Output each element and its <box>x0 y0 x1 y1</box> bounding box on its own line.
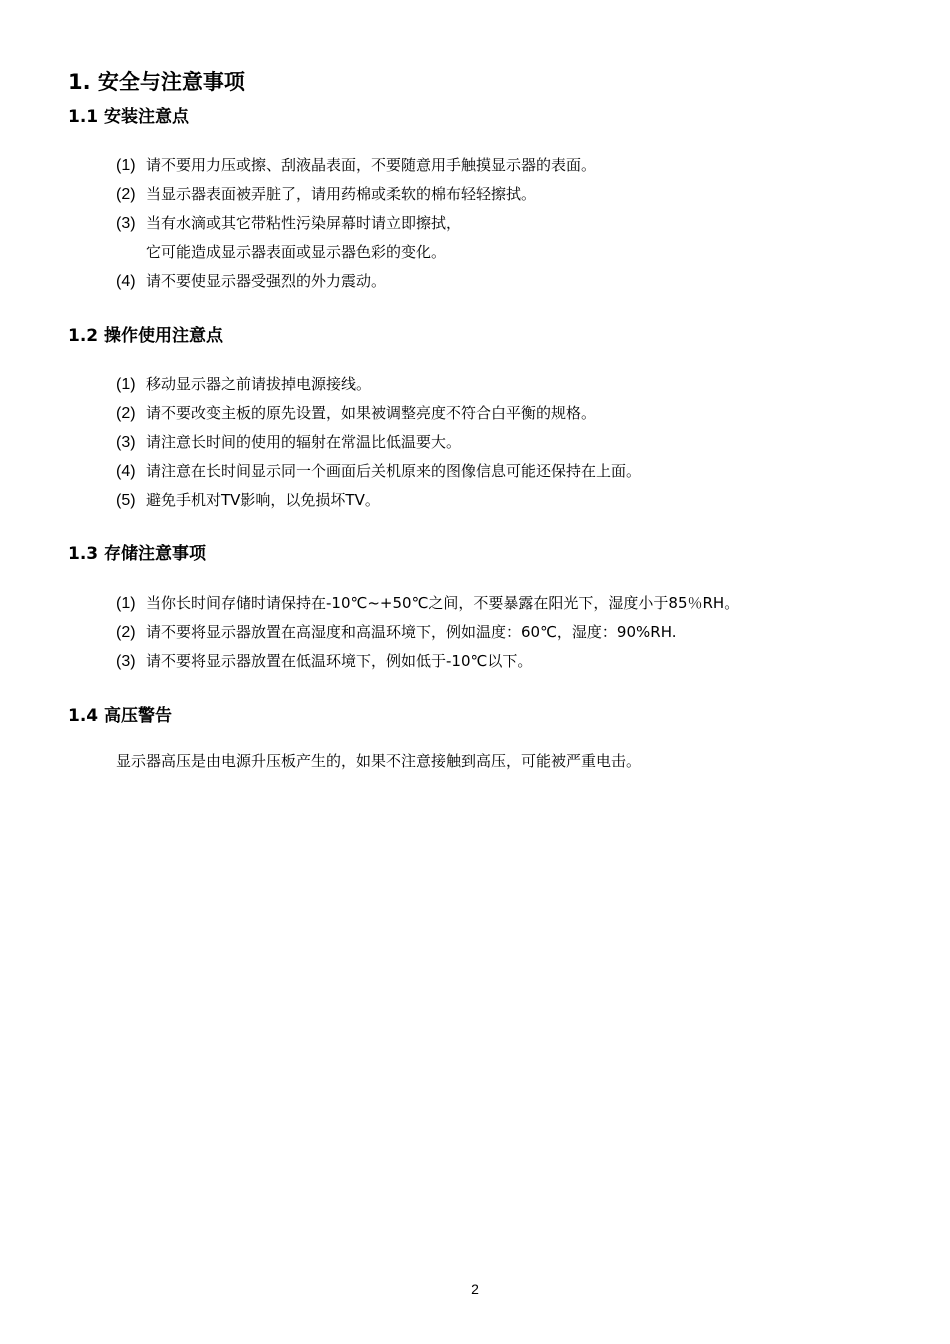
list-item <box>116 618 906 647</box>
item-text: 请不要改变主板的原先设置，如果被调整亮度不符合白平衡的规格。 <box>146 404 597 422</box>
item-number: (2) <box>116 186 136 203</box>
item-number: (5) <box>116 492 136 509</box>
section-heading-high-voltage: 1.4 高压警告 <box>68 706 173 726</box>
list-item <box>116 399 906 428</box>
list-item <box>116 486 906 515</box>
page-number: 2 <box>471 1281 479 1297</box>
list-item <box>116 647 906 676</box>
item-number: (3) <box>116 434 136 451</box>
list-item <box>116 457 906 486</box>
item-text: 请注意长时间的使用的辐射在常温比低温要大。 <box>146 433 462 451</box>
storage-notes-list <box>116 589 906 676</box>
item-text-continued: 它可能造成显示器表面或显示器色彩的变化。 <box>146 243 447 261</box>
operation-notes-list <box>116 370 906 515</box>
item-number: (4) <box>116 463 136 480</box>
item-number: (1) <box>116 595 136 612</box>
item-number: (4) <box>116 273 136 290</box>
list-item <box>116 589 906 618</box>
item-text: 移动显示器之前请拔掉电源接线。 <box>146 375 372 393</box>
document-title: 1. 安全与注意事项 <box>68 70 245 94</box>
item-text: 当显示器表面被弄脏了，请用药棉或柔软的棉布轻轻擦拭。 <box>146 185 537 203</box>
list-item <box>116 209 906 267</box>
item-text: 请不要使显示器受强烈的外力震动。 <box>146 272 387 290</box>
item-text: 请不要将显示器放置在低温环境下，例如低于-10℃以下。 <box>146 652 533 670</box>
item-text: 当你长时间存储时请保持在-10℃~+50℃之间，不要暴露在阳光下，湿度小于85％RH。 <box>146 594 740 612</box>
list-item <box>116 180 906 209</box>
item-number: (1) <box>116 157 136 174</box>
section-heading-install: 1.1 安装注意点 <box>68 107 190 127</box>
high-voltage-warning-text: 显示器高压是由电源升压板产生的，如果不注意接触到高压，可能被严重电击。 <box>116 752 642 770</box>
list-item <box>116 151 906 180</box>
install-notes-list <box>116 151 906 296</box>
item-number: (3) <box>116 215 136 232</box>
item-text: 请注意在长时间显示同一个画面后关机原来的图像信息可能还保持在上面。 <box>146 462 642 480</box>
list-item <box>116 428 906 457</box>
item-text: 请不要用力压或擦、刮液晶表面，不要随意用手触摸显示器的表面。 <box>146 156 597 174</box>
item-number: (1) <box>116 376 136 393</box>
item-number: (2) <box>116 624 136 641</box>
item-text: 请不要将显示器放置在高湿度和高温环境下，例如温度：60℃，湿度：90%RH. <box>146 623 677 641</box>
list-item <box>116 370 906 399</box>
list-item <box>116 267 906 296</box>
section-heading-operation: 1.2 操作使用注意点 <box>68 326 224 346</box>
item-text: 当有水滴或其它带粘性污染屏幕时请立即擦拭， <box>146 214 462 232</box>
item-number: (2) <box>116 405 136 422</box>
item-text: 避免手机对TV影响，以免损坏TV。 <box>146 491 380 509</box>
item-number: (3) <box>116 653 136 670</box>
section-heading-storage: 1.3 存储注意事项 <box>68 544 207 564</box>
